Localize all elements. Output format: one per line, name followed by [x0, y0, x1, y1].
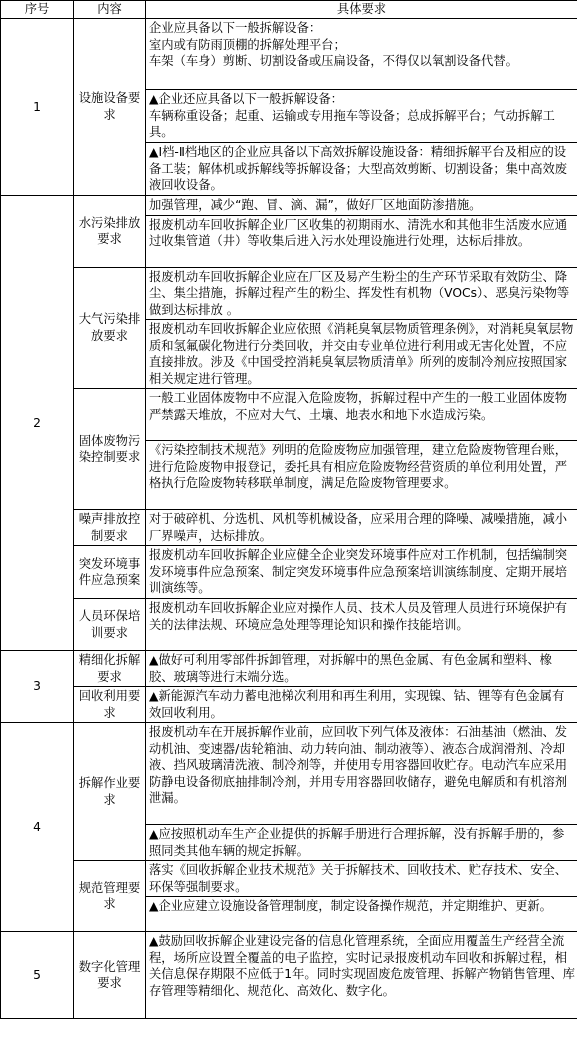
category-label: 人员环保培训要求 — [74, 599, 146, 651]
table-row — [1, 546, 577, 599]
requirement-text: 一般工业固体废物中不应混入危险废物，拆解过程中产生的一般工业固体废物严禁露天堆放，不应对大气、土壤、地表水和地下水造成污染。 — [146, 389, 577, 441]
category-label: 水污染排放要求 — [74, 195, 146, 267]
requirement-text: ▲新能源汽车动力蓄电池梯次利用和再生利用，实现镍、钴、锂等有色金属有效回收利用。 — [146, 687, 577, 723]
header-requirements: 具体要求 — [146, 1, 577, 19]
requirement-text: 报废机动车在开展拆解作业前，应回收下列气体及液体：石油基油（燃油、发动机油、变速器/齿轮箱油、动力转向油、制动液等）、液态合成润滑剂、冷却液、挡风玻璃清洗液、制冷剂等，并使用专用容器回收贮存。电动汽车应采用防静电设备彻底抽排制冷剂，并用专用容器回收储存，避免电解质和有机溶剂泄漏。 — [146, 723, 577, 825]
table-row — [1, 19, 577, 90]
requirement-text: 企业应具备以下一般拆解设备： 室内或有防雨顶棚的拆解处理平台； 车架（车身）剪断、切割设备或压扁设备，不得仅以氧割设备代替。 — [146, 19, 577, 90]
requirement-text: 报废机动车回收拆解企业厂区收集的初期雨水、清洗水和其他非生活废水应通过收集管道（井）等收集后进入污水处理设施进行处理，达标后排放。 — [146, 215, 577, 267]
category-label: 突发环境事件应急预案 — [74, 546, 146, 599]
category-label: 拆解作业要求 — [74, 723, 146, 861]
requirement-text: 加强管理，减少“跑、冒、滴、漏”，做好厂区地面防渗措施。 — [146, 195, 577, 215]
requirement-text: 报废机动车回收拆解企业应健全企业突发环境事件应对工作机制，包括编制突发环境事件应急预案、制定突发环境事件应急预案培训演练制度、定期开展培训演练等。 — [146, 546, 577, 599]
table-row — [1, 861, 577, 897]
category-label: 数字化管理要求 — [74, 932, 146, 1019]
requirement-text: 落实《回收拆解企业技术规范》关于拆解技术、回收技术、贮存技术、安全、环保等强制要求。 — [146, 861, 577, 897]
section-number: 5 — [1, 932, 74, 1019]
table-body — [1, 19, 577, 1019]
header-row — [1, 1, 577, 19]
requirement-text: ▲鼓励回收拆解企业建设完备的信息化管理系统，全面应用覆盖生产经营全流程，场所应设置全覆盖的电子监控，实时记录报废机动车回收和拆解过程，相关信息保存期限不应低于1年。同时实现固废危废管理、拆解产物销售管理、库存管理等精细化、规范化、高效化、数字化。 — [146, 932, 577, 1019]
requirement-text: ▲企业还应具备以下一般拆解设备： 车辆称重设备；起重、运输或专用拖车等设备；总成拆解平台；气动拆解工具。 — [146, 90, 577, 143]
requirement-text: ▲做好可利用零部件拆卸管理，对拆解中的黑色金属、有色金属和塑料、橡胶、玻璃等进行末端分选。 — [146, 651, 577, 687]
category-label: 精细化拆解要求 — [74, 651, 146, 687]
category-label: 固体废物污染控制要求 — [74, 389, 146, 510]
table-row — [1, 599, 577, 651]
category-label: 规范管理要求 — [74, 861, 146, 932]
table-row — [1, 267, 577, 320]
section-number: 1 — [1, 19, 74, 196]
requirement-text: 对于破碎机、分选机、风机等机械设备，应采用合理的降噪、减噪措施，减小厂界噪声，达标排放。 — [146, 510, 577, 546]
requirement-text: 《污染控制技术规范》列明的危险废物应加强管理，建立危险废物管理台账，进行危险废物申报登记，委托具有相应危险废物经营资质的单位利用处置，严格执行危险废物转移联单制度，满足危险废物管理要求。 — [146, 441, 577, 510]
requirement-text: ▲Ⅰ档-Ⅱ档地区的企业应具备以下高效拆解设施设备：精细拆解平台及相应的设备工装；解体机或拆解线等拆解设备；大型高效剪断、切割设备；集中高效废液回收设备。 — [146, 143, 577, 196]
table-row — [1, 389, 577, 441]
section-number: 3 — [1, 651, 74, 723]
table-row — [1, 932, 577, 1019]
requirement-text: 报废机动车回收拆解企业应在厂区及易产生粉尘的生产环节采取有效防尘、降尘、集尘措施，拆解过程产生的粉尘、挥发性有机物（VOCs）、恶臭污染物等做到达标排放 。 — [146, 267, 577, 320]
requirement-text: 报废机动车回收拆解企业应对操作人员、技术人员及管理人员进行环境保护有关的法律法规、环境应急处理等理论知识和操作技能培训。 — [146, 599, 577, 651]
table-row — [1, 723, 577, 825]
category-label: 大气污染排放要求 — [74, 267, 146, 389]
requirement-text: 报废机动车回收拆解企业应依照《消耗臭氧层物质管理条例》，对消耗臭氧层物质和氢氟碳化物进行分类回收，并交由专业单位进行利用或无害化处置，不应直接排放。涉及《中国受控消耗臭氧层物质清单》所列的废制冷剂应按照国家相关规定进行管理。 — [146, 320, 577, 389]
requirement-text: ▲应按照机动车生产企业提供的拆解手册进行合理拆解，没有拆解手册的，参照同类其他车辆的规定拆解。 — [146, 825, 577, 861]
table-row — [1, 195, 577, 215]
table-row — [1, 651, 577, 687]
header-seq: 序号 — [1, 1, 74, 19]
category-label: 回收利用要求 — [74, 687, 146, 723]
requirement-text: ▲企业应建立设施设备管理制度，制定设备操作规范，并定期维护、更新。 — [146, 897, 577, 932]
category-label: 设施设备要求 — [74, 19, 146, 196]
section-number: 4 — [1, 723, 74, 932]
section-number: 2 — [1, 195, 74, 651]
table-row — [1, 510, 577, 546]
table-row — [1, 687, 577, 723]
header-content: 内容 — [74, 1, 146, 19]
category-label: 噪声排放控制要求 — [74, 510, 146, 546]
